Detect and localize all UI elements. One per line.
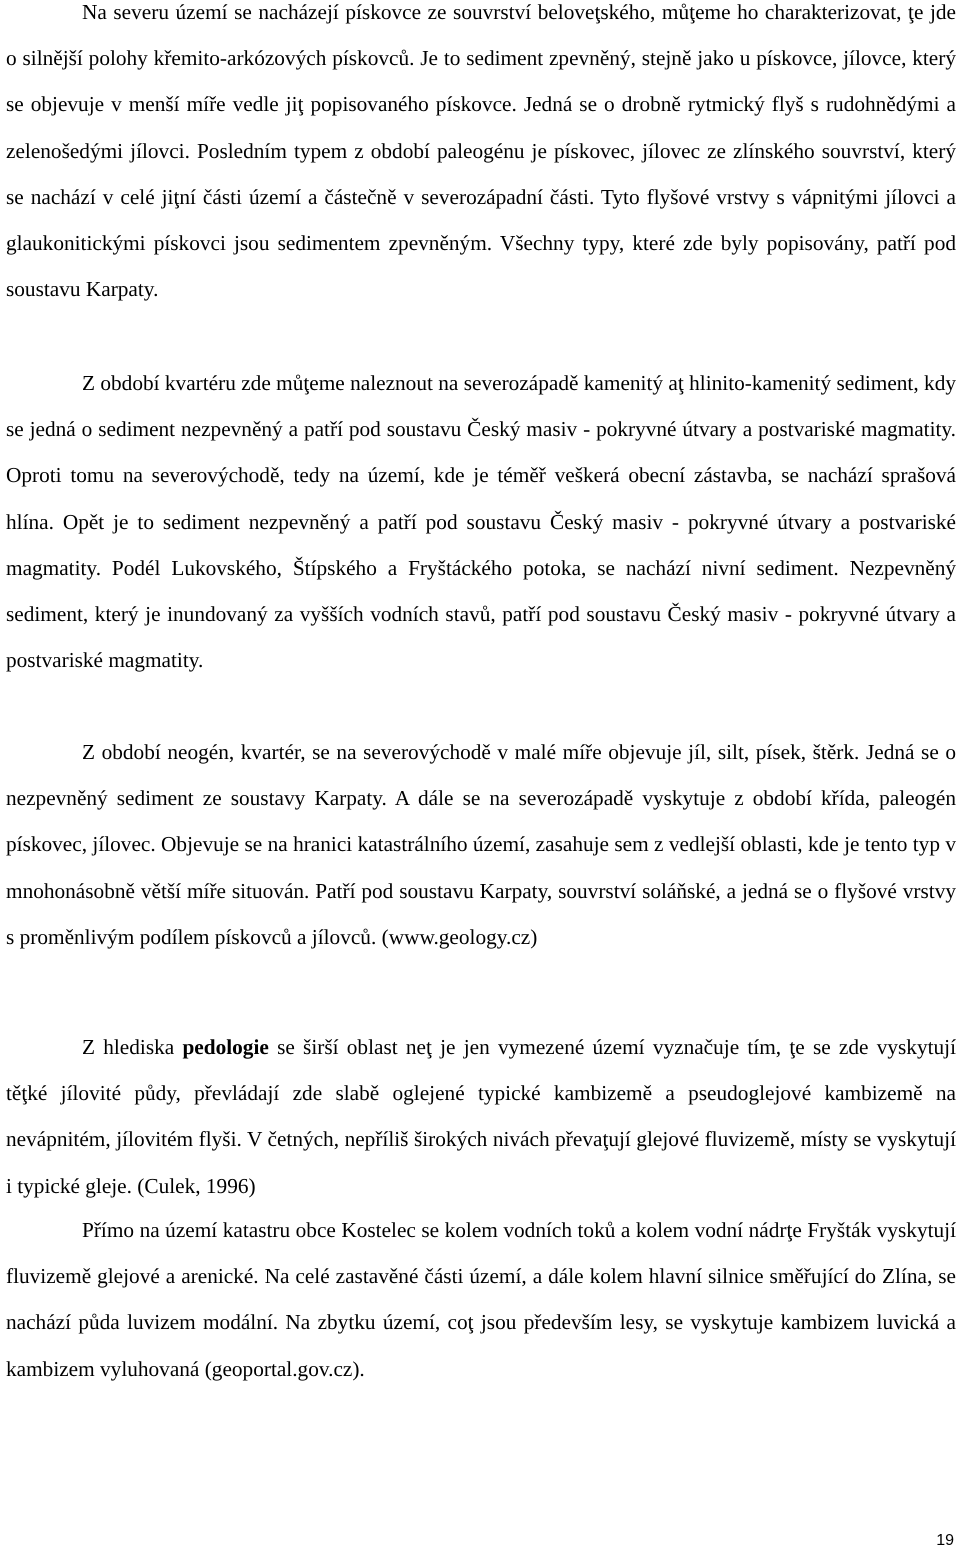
paragraph-kostelec-soils: Přímo na území katastru obce Kostelec se kolem vodních toků a kolem vodní nádrţe Fryšták vyskytují fluvizemě glejové a arenické. Na celé zastavěné části území, a dále kolem hlavní silnice směřující do Zlína, se nachází půda luvizem modální. Na zbytku území, coţ jsou především lesy, se vyskytuje kambizem luvická a kambizem vyluhovaná (geoportal.gov.cz). (6, 1218, 956, 1381)
pedology-body-text: se širší oblast neţ je jen vymezené území vyznačuje tím, ţe se zde vyskytují těţké jílovité půdy, převládají zde slabě oglejené typické kambizemě a pseudoglejové kambizemě na nevápnitém, jílovitém flyši. V četných, nepříliš širokých nivách převaţují glejové fluvizemě, místy se vyskytují i typické gleje. (Culek, 1996) (6, 1035, 956, 1198)
pedology-intro-text: Z hlediska (82, 1035, 183, 1059)
page-number: 19 (936, 1532, 954, 1549)
paragraph-neogene-sediments: Z období neogén, kvartér, se na severovýchodě v malé míře objevuje jíl, silt, písek, štěrk. Jedná se o nezpevněný sediment ze soustavy Karpaty. A dále se na severozápadě vyskytuje z období křída, paleogén pískovec, jílovec. Objevuje se na hranici katastrálního území, zasahuje sem z vedlejší oblasti, kde je tento typ v mnohonásobně větší míře situován. Patří pod soustavu Karpaty, souvrství soláňské, a jedná se o flyšové vrstvy s proměnlivým podílem pískovců a jílovců. (www.geology.cz) (6, 740, 956, 949)
pedology-keyword: pedologie (182, 1035, 269, 1059)
paragraph-paleogene-sediments: Na severu území se nacházejí pískovce ze souvrství beloveţského, můţeme ho charakterizovat, ţe jde o silnější polohy křemito-arkózových pískovců. Je to sediment zpevněný, stejně jako u pískovce, jílovce, který se objevuje v menší míře vedle jiţ popisovaného pískovce. Jedná se o drobně rytmický flyš s rudohnědými a zelenošedými jílovci. Posledním typem z období paleogénu je pískovec, jílovec ze zlínského souvrství, který se nachází v celé jiţní části území a částečně v severozápadní části. Tyto flyšové vrstvy s vápnitými jílovci a glaukonitickými pískovci jsou sedimentem zpevněným. Všechny typy, které zde byly popisovány, patří pod soustavu Karpaty. (6, 0, 956, 302)
paragraph-pedology (6, 1024, 956, 1209)
paragraph-quaternary-sediments: Z období kvartéru zde můţeme naleznout na severozápadě kamenitý aţ hlinito-kamenitý sediment, kdy se jedná o sediment nezpevněný a patří pod soustavu Český masiv - pokryvné útvary a postvariské magmatity. Oproti tomu na severovýchodě, tedy na území, kde je téměř veškerá obecní zástavba, se nachází sprašová hlína. Opět je to sediment nezpevněný a patří pod soustavu Český masiv - pokryvné útvary a postvariské magmatity. Podél Lukovského, Štípského a Fryštáckého potoka, se nachází nivní sediment. Nezpevněný sediment, který je inundovaný za vyšších vodních stavů, patří pod soustavu Český masiv - pokryvné útvary a postvariské magmatity. (6, 371, 956, 673)
